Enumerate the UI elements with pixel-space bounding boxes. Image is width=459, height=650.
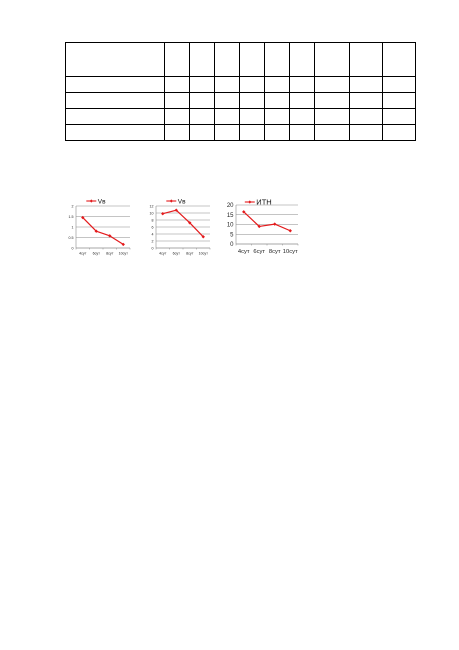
table-cell — [383, 109, 416, 125]
table-cell — [66, 77, 165, 93]
table-cell — [290, 109, 315, 125]
table-cell — [350, 77, 383, 93]
table-cell — [190, 77, 215, 93]
table-cell — [240, 77, 265, 93]
table-cell — [240, 93, 265, 109]
y-tick-label: 10 — [149, 211, 154, 216]
data-point — [289, 229, 292, 232]
table-cell — [66, 109, 165, 125]
table-cell — [350, 43, 383, 77]
data-point — [273, 222, 276, 225]
data-point — [161, 212, 164, 215]
table-cell — [215, 109, 240, 125]
table-cell — [315, 43, 350, 77]
table-cell — [190, 109, 215, 125]
table-cell — [215, 93, 240, 109]
table-cell — [215, 43, 240, 77]
table-cell — [315, 93, 350, 109]
y-tick-label: 5 — [230, 232, 234, 239]
x-category-label: 6сут — [92, 251, 100, 256]
table-row — [66, 125, 416, 141]
table-cell — [315, 77, 350, 93]
y-tick-label: 15 — [226, 212, 234, 219]
chart-3 — [225, 196, 301, 264]
table-cell — [290, 125, 315, 141]
x-category-label: 8сут — [106, 251, 114, 256]
x-category-label: 6сут — [172, 251, 180, 256]
table-cell — [165, 43, 190, 77]
y-tick-label: 2 — [71, 204, 74, 209]
table-cell — [240, 125, 265, 141]
y-tick-label: 6 — [151, 225, 154, 230]
table-cell — [315, 109, 350, 125]
table-cell — [190, 93, 215, 109]
table-cell — [165, 77, 190, 93]
legend-label: ИТН — [256, 197, 272, 207]
x-category-label: 10сут — [118, 251, 128, 256]
table-cell — [265, 125, 290, 141]
table-cell — [66, 93, 165, 109]
table-cell — [215, 77, 240, 93]
table-cell — [190, 43, 215, 77]
table-row — [66, 93, 416, 109]
series-line — [83, 218, 124, 245]
y-tick-label: 12 — [149, 204, 154, 209]
y-tick-label: 0 — [71, 246, 74, 251]
x-category-label: 10сут — [282, 248, 298, 255]
table-cell — [165, 93, 190, 109]
y-tick-label: 1 — [71, 225, 74, 230]
y-tick-label: 10 — [226, 222, 234, 229]
y-tick-label: 1.5 — [68, 214, 74, 219]
table-cell — [265, 43, 290, 77]
table-cell — [383, 43, 416, 77]
table-cell — [165, 109, 190, 125]
x-category-label: 4сут — [237, 248, 250, 255]
table-cell — [265, 109, 290, 125]
x-category-label: 6сут — [253, 248, 266, 255]
x-category-label: 4сут — [79, 251, 87, 256]
table-cell — [350, 93, 383, 109]
legend-label: Vв — [97, 198, 106, 206]
table-cell — [383, 93, 416, 109]
table-cell — [290, 77, 315, 93]
table-cell — [66, 125, 165, 141]
table-cell — [383, 77, 416, 93]
x-category-label: 10сут — [198, 251, 208, 256]
x-category-label: 8сут — [186, 251, 194, 256]
table-cell — [190, 125, 215, 141]
table-cell — [290, 43, 315, 77]
data-table — [65, 42, 416, 141]
table-cell — [350, 109, 383, 125]
chart-2 — [144, 196, 214, 264]
table-row — [66, 109, 416, 125]
table-cell — [215, 125, 240, 141]
legend-label: Vв — [177, 198, 186, 206]
y-tick-label: 20 — [226, 203, 234, 210]
table-cell — [290, 93, 315, 109]
series-line — [163, 210, 204, 237]
y-tick-label: 8 — [151, 218, 154, 223]
table-header-row — [66, 43, 416, 77]
table-cell — [240, 109, 265, 125]
table-cell — [265, 77, 290, 93]
table-cell — [66, 43, 165, 77]
y-tick-label: 0.5 — [68, 235, 74, 240]
x-category-label: 8сут — [268, 248, 281, 255]
table-cell — [265, 93, 290, 109]
y-tick-label: 0 — [230, 242, 234, 249]
table-row — [66, 77, 416, 93]
y-tick-label: 2 — [151, 239, 154, 244]
chart-1 — [64, 196, 134, 264]
y-tick-label: 0 — [151, 246, 154, 251]
legend-marker — [170, 199, 173, 202]
legend-marker — [248, 200, 251, 203]
table-cell — [165, 125, 190, 141]
table-cell — [315, 125, 350, 141]
legend-marker — [90, 199, 93, 202]
x-category-label: 4сут — [159, 251, 167, 256]
table-cell — [240, 43, 265, 77]
table-cell — [350, 125, 383, 141]
table-cell — [383, 125, 416, 141]
y-tick-label: 4 — [151, 232, 154, 237]
